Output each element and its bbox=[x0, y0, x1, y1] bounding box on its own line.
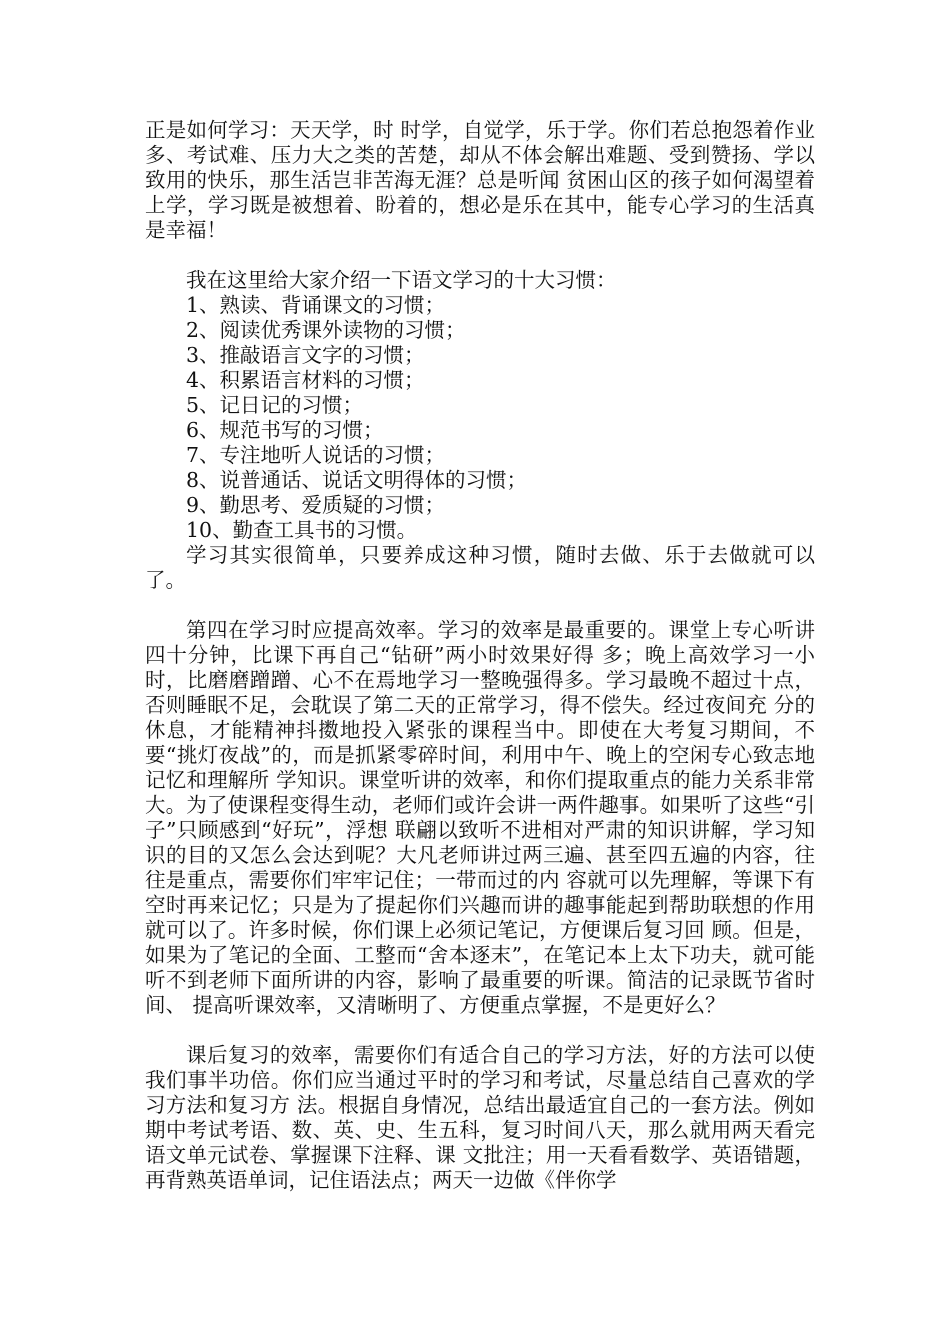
list-item: 5、记日记的习惯； bbox=[186, 393, 364, 417]
list-item: 7、专注地听人说话的习惯； bbox=[186, 443, 446, 467]
list-item: 4、积累语言材料的习惯； bbox=[186, 368, 425, 392]
document-body bbox=[145, 118, 815, 1193]
paragraph-learning-joy: 正是如何学习：天天学，时 时学，自觉学，乐于学。你们若总抱怨着作业多、考试难、压力大之类的苦楚，却从不体会解出难题、受到赞扬、学以致用的快乐，那生活岂非苦海无涯？总是听闻 贫困山区的孩子如何渴望着上学，学习既是被想着、盼着的，想必是乐在其中，能专心学习的生活真是幸福！ bbox=[145, 118, 815, 242]
paragraph-habits-summary: 学习其实很简单，只要养成这种习惯，随时去做、乐于去做就可以了。 bbox=[145, 543, 815, 592]
paragraph-gap bbox=[145, 593, 815, 618]
list-item: 2、阅读优秀课外读物的习惯； bbox=[186, 318, 466, 342]
list-item: 3、推敲语言文字的习惯； bbox=[186, 343, 425, 367]
paragraph-efficiency: 第四在学习时应提高效率。学习的效率是最重要的。课堂上专心听讲四十分钟，比课下再自己“钻研”两小时效果好得 多；晚上高效学习一小时，比磨磨蹭蹭、心不在焉地学习一整晚强得多。学习最晚不超过十点，否则睡眠不足，会耽误了第二天的正常学习，得不偿失。经过夜间充 分的休息，才能精神抖擞地投入紧张的课程当中。即使在大考复习期间，不要“挑灯夜战”的，而是抓紧零碎时间，利用中午、晚上的空闲专心致志地记忆和理解所 学知识。课堂听讲的效率，和你们提取重点的能力关系非常大。为了使课程变得生动，老师们或许会讲一两件趣事。如果听了这些“引子”只顾感到“好玩”，浮想 联翩以致听不进相对严肃的知识讲解，学习知识的目的又怎么会达到呢？大凡老师讲过两三遍、甚至四五遍的内容，往往是重点，需要你们牢牢记住；一带而过的内 容就可以先理解，等课下有空时再来记忆；只是为了提起你们兴趣而讲的趣事能起到帮助联想的作用就可以了。许多时候，你们课上必须记笔记，方便课后复习回 顾。但是，如果为了笔记的全面、工整而“舍本逐末”，在笔记本上太下功夫，就可能听不到老师下面所讲的内容，影响了最重要的听课。简洁的记录既节省时间、 提高听课效率，又清晰明了、方便重点掌握，不是更好么？ bbox=[145, 618, 815, 1017]
habits-list bbox=[145, 293, 815, 543]
list-item: 1、熟读、背诵课文的习惯； bbox=[186, 293, 446, 317]
list-item: 8、说普通话、说话文明得体的习惯； bbox=[186, 468, 528, 492]
paragraph-gap bbox=[145, 1018, 815, 1043]
paragraph-review: 课后复习的效率，需要你们有适合自己的学习方法，好的方法可以使我们事半功倍。你们应当通过平时的学习和考试，尽量总结自己喜欢的学习方法和复习方 法。根据自身情况，总结出最适宜自己的一套方法。例如期中考试考语、数、英、史、生五科，复习时间八天，那么就用两天看完语文单元试卷、掌握课下注释、课 文批注；用一天看看数学、英语错题，再背熟英语单词，记住语法点；两天一边做《伴你学 bbox=[145, 1043, 815, 1192]
paragraph-gap bbox=[145, 243, 815, 268]
list-item: 6、规范书写的习惯； bbox=[186, 418, 384, 442]
habits-intro: 我在这里给大家介绍一下语文学习的十大习惯： bbox=[186, 268, 617, 292]
list-item: 9、勤思考、爱质疑的习惯； bbox=[186, 493, 446, 517]
list-item: 10、勤查工具书的习惯。 bbox=[186, 518, 418, 542]
